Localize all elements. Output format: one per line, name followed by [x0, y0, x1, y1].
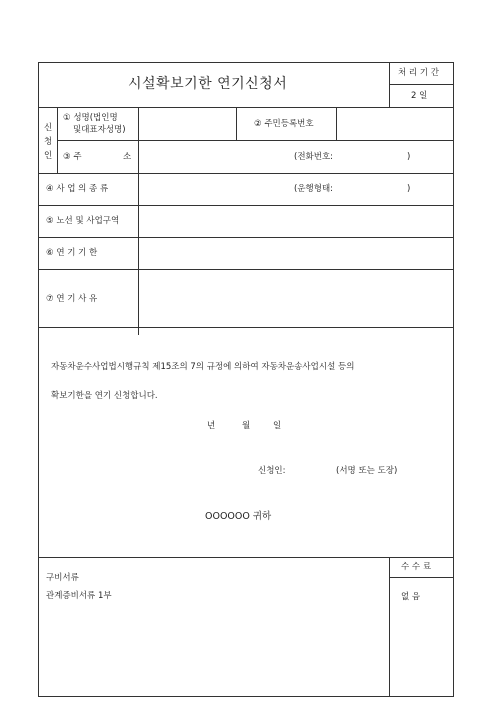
- phone-close: ): [407, 152, 411, 162]
- date-year-label: 년: [207, 421, 216, 431]
- date-month-label: 월: [242, 421, 251, 431]
- statement-line2: 확보기한을 연기 신청합니다.: [51, 391, 158, 401]
- extension-reason-label: ⑦ 연 기 사 유: [46, 294, 98, 304]
- date-day-label: 일: [273, 421, 282, 431]
- divider-statement: [38, 557, 454, 558]
- address-field[interactable]: [139, 141, 289, 172]
- divider-id-label-left: [236, 107, 237, 140]
- required-documents-title: 구비서류: [46, 573, 79, 583]
- id-number-label: ② 주민등록번호: [254, 119, 314, 129]
- phone-label: (전화번호:: [294, 152, 334, 162]
- route-area-field[interactable]: [139, 206, 453, 236]
- address-label-end: 소: [123, 152, 132, 162]
- divider-reason-row: [38, 327, 454, 328]
- operation-type-field[interactable]: [340, 174, 402, 204]
- form-title: 시설확보기한 연기신청서: [128, 76, 288, 92]
- processing-period-label: 처 리 기 간: [398, 68, 439, 78]
- business-type-field[interactable]: [139, 174, 289, 204]
- operation-type-close: ): [407, 184, 411, 194]
- name-field[interactable]: [139, 108, 235, 139]
- applicant-label-char-2: 청: [44, 137, 53, 147]
- name-label-line1: ① 성명(법인명: [63, 113, 118, 123]
- phone-field[interactable]: [340, 141, 402, 172]
- address-label-start: ③ 주: [63, 152, 82, 162]
- operation-type-label: (운행형태:: [294, 184, 334, 194]
- fee-value: 없 음: [401, 592, 421, 602]
- id-number-field[interactable]: [337, 108, 453, 139]
- required-documents-item: 관계증비서류 1부: [46, 591, 112, 601]
- applicant-label-char-3: 인: [44, 151, 53, 161]
- applicant-signature-label: 신청인:: [258, 466, 286, 476]
- fee-label: 수 수 료: [401, 562, 432, 572]
- route-area-label: ⑤ 노선 및 사업구역: [46, 216, 120, 226]
- addressee: OOOOOO 귀하: [205, 511, 272, 522]
- divider-processing-period-inner: [389, 84, 454, 85]
- divider-fee-inner: [389, 577, 454, 578]
- statement-line1: 자동차운수사업법시행규칙 제15조의 7의 규정에 의하여 자동차운송사업시설 등의: [51, 362, 355, 372]
- name-label-line2: 및대표자성명): [73, 125, 126, 135]
- processing-period-value: 2 일: [411, 91, 428, 101]
- extension-period-field[interactable]: [139, 238, 453, 268]
- extension-reason-field[interactable]: [139, 270, 453, 326]
- applicant-label-char-1: 신: [44, 123, 53, 133]
- business-type-label: ④ 사 업 의 종 류: [46, 184, 109, 194]
- divider-fee-column: [389, 557, 390, 697]
- extension-period-label: ⑥ 연 기 기 한: [46, 248, 98, 258]
- signature-note: (서명 또는 도장): [336, 466, 398, 476]
